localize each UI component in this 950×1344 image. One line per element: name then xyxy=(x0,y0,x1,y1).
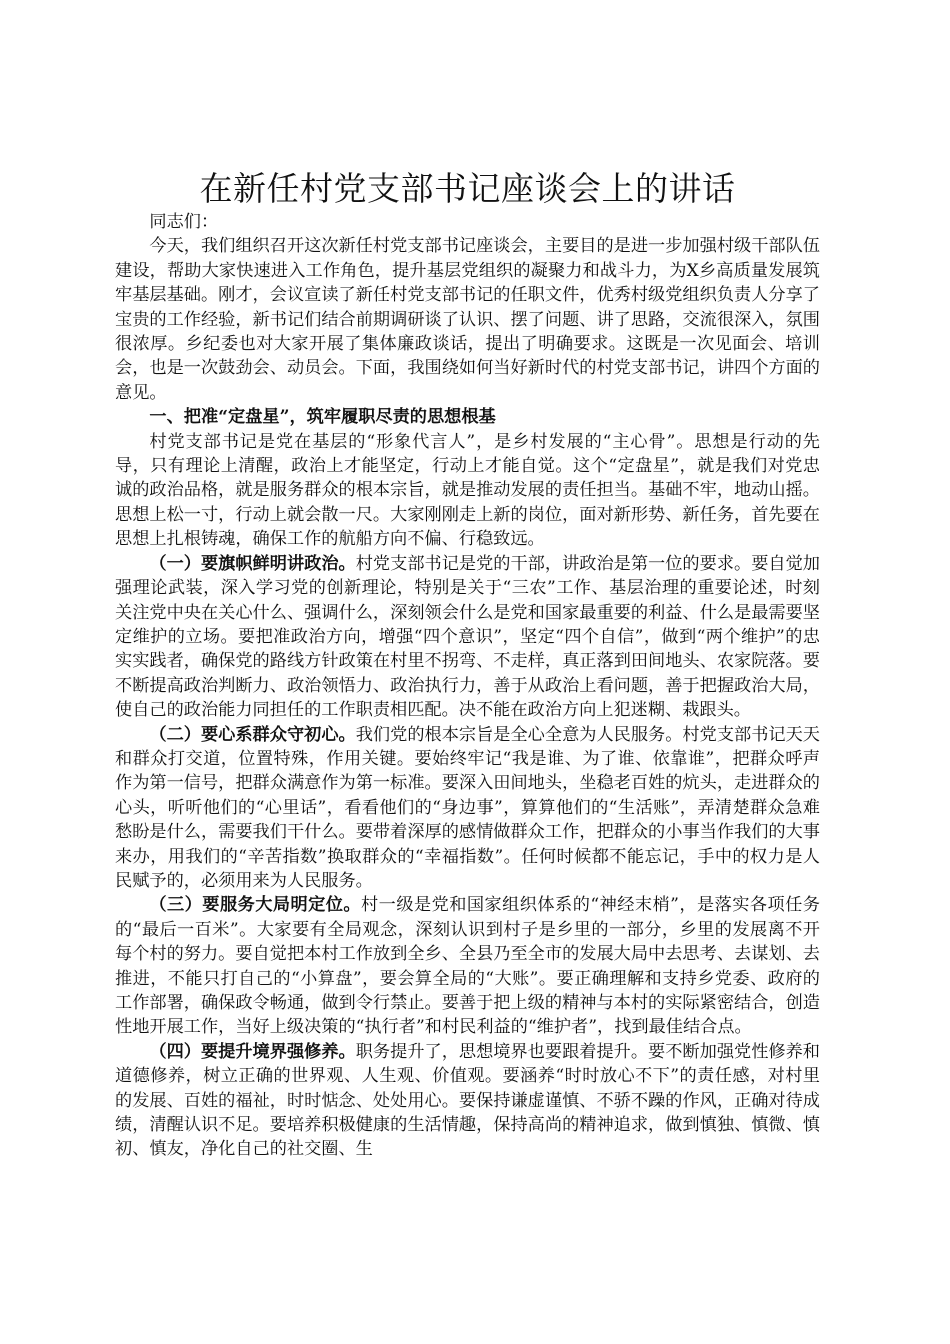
point-2-paragraph xyxy=(115,723,820,894)
point-4-lead: （四）要提升境界强修养。 xyxy=(149,1041,356,1062)
document-title: 在新任村党支部书记座谈会上的讲话 xyxy=(199,169,736,208)
point-3-paragraph xyxy=(115,893,820,1039)
point-1-text: 村党支部书记是党的干部，讲政治是第一位的要求。要自觉加强理论武装，深入学习党的创新理论，特别是关于“三农”工作、基层治理的重要论述，时刻关注党中央在关心什么、强调什么，深刻领会什么是党和国家最重要的利益、什么是最需要坚定维护的立场。要把准政治方向，增强“四个意识”，坚定“四个自信”，做到“两个维护”的忠实实践者，确保党的路线方针政策在村里不拐弯、不走样，真正落到田间地头、农家院落。要不断提高政治判断力、政治领悟力、政治执行力，善于从政治上看问题，善于把握政治大局，使自己的政治能力同担任的工作职责相匹配。决不能在政治方向上犯迷糊、栽跟头。 xyxy=(115,553,820,721)
point-3-lead: （三）要服务大局明定位。 xyxy=(149,895,362,916)
point-3-text: 村一级是党和国家组织体系的“神经末梢”，是落实各项任务的“最后一百米”。大家要有全局观念，深刻认识到村子是乡里的一部分，乡里的发展离不开每个村的努力。要自觉把本村工作放到全乡、全县乃至全市的发展大局中去思考、去谋划、去推进，不能只打自己的“小算盘”，要会算全局的“大账”。要正确理解和支持乡党委、政府的工作部署，确保政令畅通，做到令行禁止。要善于把上级的精神与本村的实际紧密结合，创造性地开展工作，当好上级决策的“执行者”和村民利益的“维护者”，找到最佳结合点。 xyxy=(115,895,820,1038)
document-page xyxy=(115,168,820,1162)
point-2-lead: （二）要心系群众守初心。 xyxy=(149,724,356,745)
intro-paragraph: 今天，我们组织召开这次新任村党支部书记座谈会，主要目的是进一步加强村级干部队伍建设，帮助大家快速进入工作角色，提升基层党组织的凝聚力和战斗力，为X乡高质量发展筑牢基层基础。刚才，会议宣读了新任村党支部书记的任职文件，优秀村级党组织负责人分享了宝贵的工作经验，新书记们结合前期调研谈了认识、摆了问题、讲了思路，交流很深入，氛围很浓厚。乡纪委也对大家开展了集体廉政谈话，提出了明确要求。这既是一次见面会、培训会，也是一次鼓劲会、动员会。下面，我围绕如何当好新时代的村党支部书记，讲四个方面的意见。 xyxy=(115,236,820,403)
point-1-paragraph xyxy=(115,552,820,723)
greeting: 同志们： xyxy=(149,212,219,232)
point-2-text: 我们党的根本宗旨是全心全意为人民服务。村党支部书记天天和群众打交道，位置特殊，作用关键。要始终牢记“我是谁、为了谁、依靠谁”，把群众呼声作为第一信号，把群众满意作为第一标准。要深入田间地头，坐稳老百姓的炕头，走进群众的心头，听听他们的“心里话”，看看他们的“身边事”，算算他们的“生活账”，弄清楚群众急难愁盼是什么，需要我们干什么。要带着深厚的感情做群众工作，把群众的小事当作我们的大事来办，用我们的“辛苦指数”换取群众的“幸福指数”。任何时候都不能忘记，手中的权力是人民赋予的，必须用来为人民服务。 xyxy=(115,724,820,891)
point-1-lead: （一）要旗帜鲜明讲政治。 xyxy=(149,553,356,574)
point-4-text: 职务提升了，思想境界也要跟着提升。要不断加强党性修养和道德修养，树立正确的世界观、人生观、价值观。要涵养“时时放心不下”的责任感，对村里的发展、百姓的福祉，时时惦念、处处用心。要保持谦虚谨慎、不骄不躁的作风，正确对待成绩，清醒认识不足。要培养积极健康的生活情趣，保持高尚的精神追求，做到慎独、慎微、慎初、慎友，净化自己的社交圈、生 xyxy=(115,1041,820,1160)
section-1-paragraph: 村党支部书记是党在基层的“形象代言人”，是乡村发展的“主心骨”。思想是行动的先导，只有理论上清醒，政治上才能坚定，行动上才能自觉。这个“定盘星”，就是我们对党忠诚的政治品格，就是服务群众的根本宗旨，就是推动发展的责任担当。基础不牢，地动山摇。思想上松一寸，行动上就会散一尺。大家刚刚走上新的岗位，面对新形势、新任务，首先要在思想上扎根铸魂，确保工作的航船方向不偏、行稳致远。 xyxy=(115,431,820,550)
point-4-paragraph xyxy=(115,1040,820,1162)
section-heading-1: 一、把准“定盘星”，筑牢履职尽责的思想根基 xyxy=(149,407,496,428)
